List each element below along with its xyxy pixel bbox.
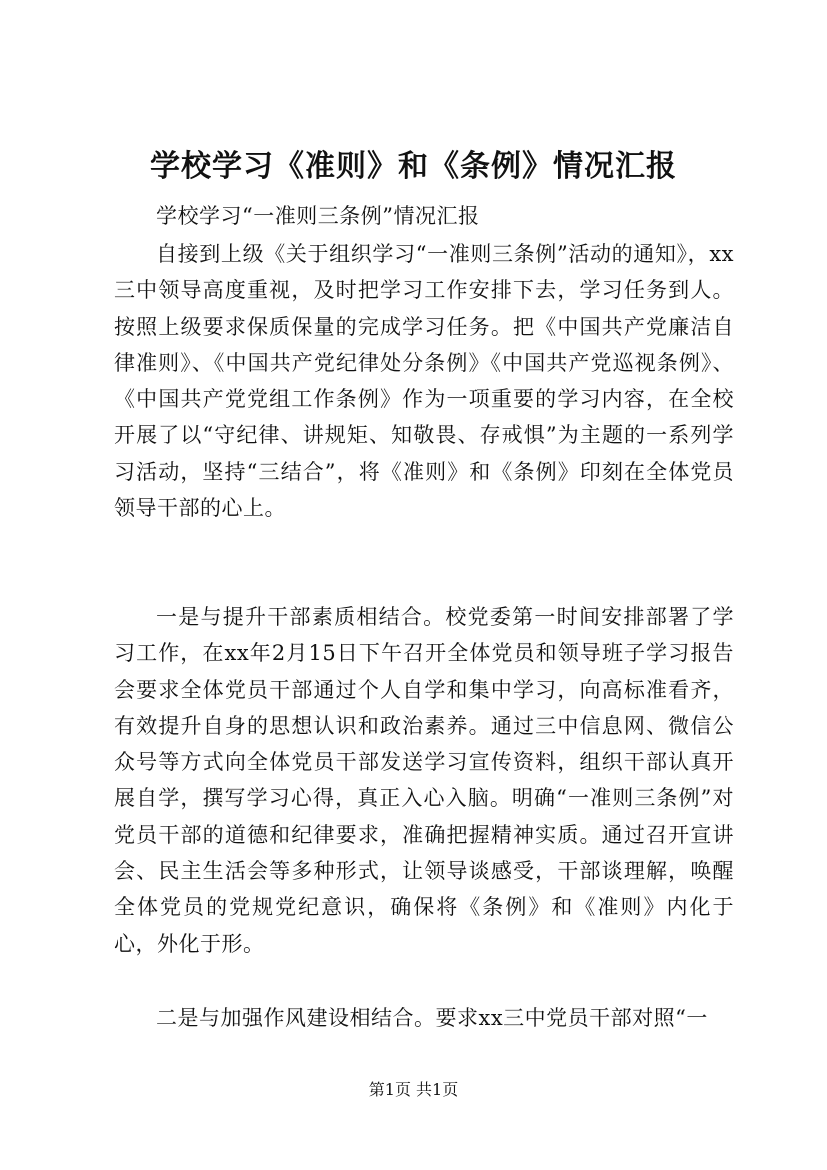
paragraph-container-3 — [114, 1000, 754, 1038]
paragraph-3: 二是与加强作风建设相结合。要求xx三中党员干部对照“一 — [156, 1006, 708, 1030]
paragraph-2: 一是与提升干部素质相结合。校党委第一时间安排部署了学习工作，在xx年2月15日下午召开全体党员和领导班子学习报告会要求全体党员干部通过个人自学和集中学习，向高标准看齐，有效提升自身的思想认识和政治素养。通过三中信息网、微信公众号等方式向全体党员干部发送学习宣传资料，组织干部认真开展自学，撰写学习心得，真正入心入脑。明确“一准则三条例”对党员干部的道德和纪律要求，准确把握精神实质。通过召开宣讲会、民主生活会等多种形式，让领导谈感受，干部谈理解，唤醒全体党员的党规党纪意识，确保将《条例》和《准则》内化于心，外化于形。 — [114, 605, 734, 956]
document-title: 学校学习《准则》和《条例》情况汇报 — [150, 149, 677, 184]
paragraph-1: 自接到上级《关于组织学习“一准则三条例”活动的通知》，xx三中领导高度重视，及时把学习工作安排下去，学习任务到人。按照上级要求保质保量的完成学习任务。把《中国共产党廉洁自律准则》、《中国共产党纪律处分条例》《中国共产党巡视条例》、《中国共产党党组工作条例》作为一项重要的学习内容，在全校开展了以“守纪律、讲规矩、知敬畏、存戒惧”为主题的一系列学习活动，坚持“三结合”，将《准则》和《条例》印刻在全体党员领导干部的心上。 — [114, 242, 734, 521]
paragraph-container-2 — [114, 599, 754, 997]
document-subtitle: 学校学习“一准则三条例”情况汇报 — [156, 204, 480, 228]
page-footer: 第1页 共1页 — [368, 1080, 459, 1099]
paragraph-container-1 — [114, 236, 754, 598]
